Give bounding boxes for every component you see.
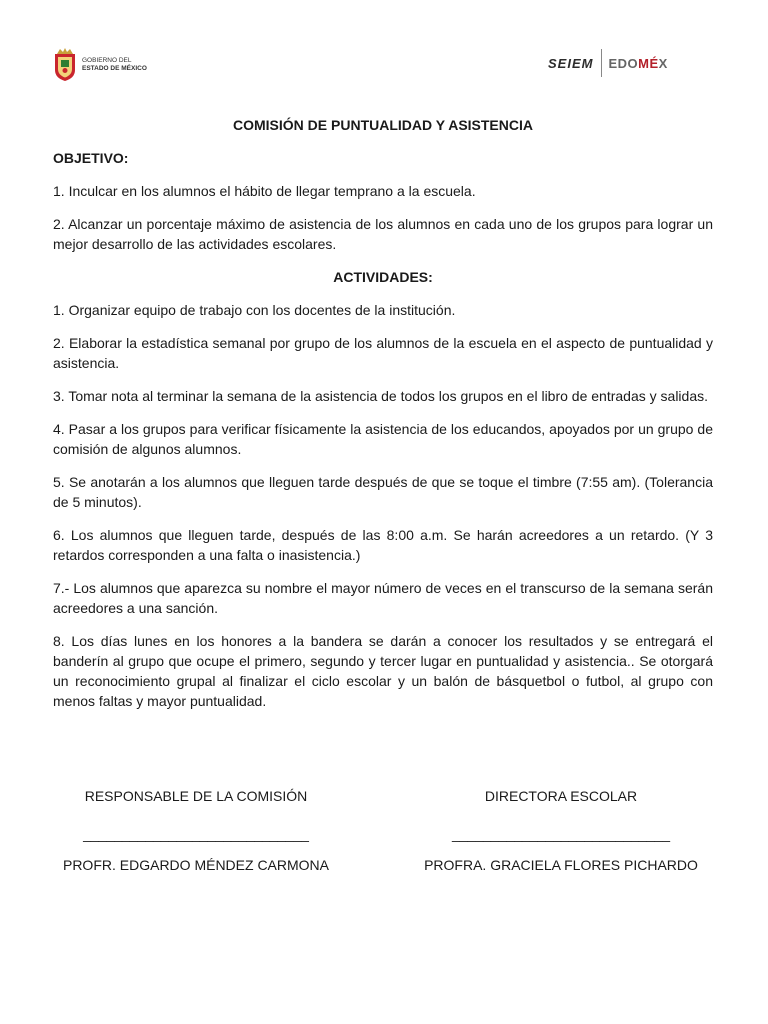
actividad-item: 3. Tomar nota al terminar la semana de la asistencia de todos los grupos en el libro de entradas y salidas. — [53, 388, 708, 404]
signature-role: RESPONSABLE DE LA COMISIÓN — [84, 788, 308, 804]
signature-name: PROFR. EDGARDO MÉNDEZ CARMONA — [62, 857, 329, 873]
gobierno-text — [82, 57, 147, 73]
gobierno-line-2: ESTADO DE MÉXICO — [82, 65, 147, 72]
actividad-item: 5. Se anotarán a los alumnos que lleguen tarde después de que se toque el timbre (7:55 am). (Tolerancia de 5 minutos). — [53, 474, 713, 510]
actividad-item: 2. Elaborar la estadística semanal por grupo de los alumnos de la escuela en el aspecto de puntualidad y asistencia. — [53, 335, 713, 371]
objetivo-item: 1. Inculcar en los alumnos el hábito de llegar temprano a la escuela. — [53, 183, 476, 199]
seiem-wordmark: SEIEM — [548, 55, 594, 71]
edomex-wordmark: EDOMÉX — [608, 55, 668, 71]
actividad-item: 4. Pasar a los grupos para verificar físicamente la asistencia de los educandos, apoyados por un grupo de comisión de algunos alumnos. — [53, 421, 713, 457]
actividad-item: 6. Los alumnos que lleguen tarde, después de las 8:00 a.m. Se harán acreedores a un retardo. (Y 3 retardos corresponden a una falta o inasistencia.) — [53, 527, 713, 563]
signature-role: DIRECTORA ESCOLAR — [484, 788, 638, 804]
letterhead — [0, 0, 768, 100]
signature-name: PROFRA. GRACIELA FLORES PICHARDO — [424, 857, 698, 873]
objetivo-item: 2. Alcanzar un porcentaje máximo de asistencia de los alumnos en cada uno de los grupos para lograr un mejor desarrollo de las actividades escolares. — [53, 216, 713, 252]
gobierno-line-1: GOBIERNO DEL — [82, 57, 132, 64]
seiem-edomex-logo — [548, 48, 668, 78]
coat-of-arms-icon — [52, 48, 78, 82]
actividades-heading: ACTIVIDADES: — [333, 269, 433, 285]
actividad-item: 7.- Los alumnos que aparezca su nombre el mayor número de veces en el transcurso de la semana serán acreedores a una sanción. — [53, 580, 713, 616]
signature-line: _____________________________ — [83, 826, 309, 842]
objetivo-heading: OBJETIVO: — [53, 150, 129, 166]
document-body — [53, 115, 713, 724]
logo-divider — [601, 49, 602, 77]
document-title: COMISIÓN DE PUNTUALIDAD Y ASISTENCIA — [233, 117, 533, 133]
actividad-item: 1. Organizar equipo de trabajo con los docentes de la institución. — [53, 302, 456, 318]
signature-directora — [409, 786, 713, 875]
gobierno-estado-mexico-logo — [52, 48, 147, 82]
signature-responsable — [53, 786, 339, 875]
signature-line: ____________________________ — [451, 826, 670, 842]
actividad-item: 8. Los días lunes en los honores a la bandera se darán a conocer los resultados y se entregará el banderín al grupo que ocupe el primero, segundo y tercer lugar en puntualidad y asistencia.. Se otorgará un reconocimiento grupal al finalizar el ciclo escolar y un balón de básquetbol o futbol, al grupo con menos faltas y mayor puntualidad. — [53, 633, 713, 709]
